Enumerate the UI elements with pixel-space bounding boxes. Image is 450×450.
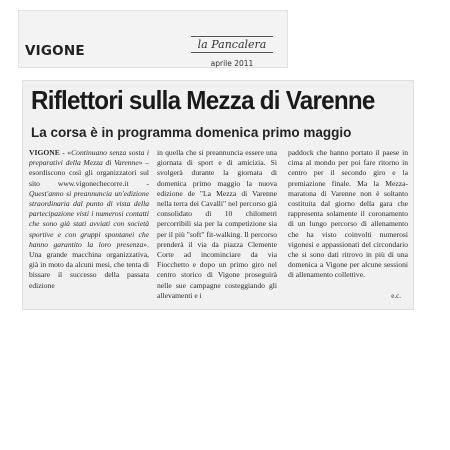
issue-date: aprile 2011: [210, 59, 254, 68]
article-column-3: paddock che hanno portato il paese in cima al mondo per poi fare ritorno in centro per il secondo giro e la premiazione finale. Ma la Mezza-maratona di Varenne non è soltanto costituita dal giorno della gara che rappresenta solamente il coronamento di un lungo percorso di allenamento che ha visto coinvolti numerosi vigonesi e appassionati del circondario che si sono dati ritrovo in più di una domenica a Vigone per alcune sessioni di allenamento collettive.: [288, 148, 408, 280]
article-subheadline: La corsa è in programma domenica primo maggio: [31, 125, 352, 140]
newspaper-header-clipping: [18, 10, 288, 68]
article-clipping: [22, 80, 414, 310]
article-column-1: [29, 148, 149, 291]
column-1-text: - «: [59, 148, 72, 157]
article-column-2: in quella che si preannuncia essere una giornata di sport e di amicizia. Si svolgerà durante la giornata di domenica primo maggio la nuova edizione de "La Mezza di Varenne nella terra dei Cavalli" nel percorso già consolidato di 10 chilometri percorribili sia per la competizione sia per il più "soft" fit-walking. Il percorso prenderà il via da piazza Clemente Corte ad incominciare da via Fiocchetto e dopo un primo giro nel centro storico di Vigone proseguirà nelle sue campagne costeggiando gli allevamenti e i: [157, 148, 277, 300]
article-headline: Riflettori sulla Mezza di Varenne: [31, 85, 375, 115]
newspaper-name: [189, 35, 275, 54]
masthead-rule-top: [191, 36, 273, 37]
quote-organizers: Quest'anno si preannuncia un'edizione straordinaria dal punto di vista della partecipazione visti i numerosi contatti che sono già stati avviati con società sportive e con gruppi spontanei che hanno garantito la loro presenza: [29, 188, 149, 249]
newspaper-name-text: la Pancalera: [197, 38, 267, 51]
article-dateline: VIGONE: [29, 148, 60, 157]
author-initials: e.c.: [391, 292, 401, 300]
column-1-text: » – esordiscono così gli organizzatori sul sito www.vigonechecorre.it -: [29, 158, 149, 188]
masthead-rule-bottom: [191, 52, 273, 53]
section-label: VIGONE: [25, 43, 85, 59]
column-1-text: ». Una grande macchina organizzativa, già in moto da alcuni mesi, che tenta di bissare il successo della passata edizione: [29, 239, 149, 290]
quote-opening: Continuano senza sosta i preparativi della Mezza di Varenne: [29, 148, 149, 168]
